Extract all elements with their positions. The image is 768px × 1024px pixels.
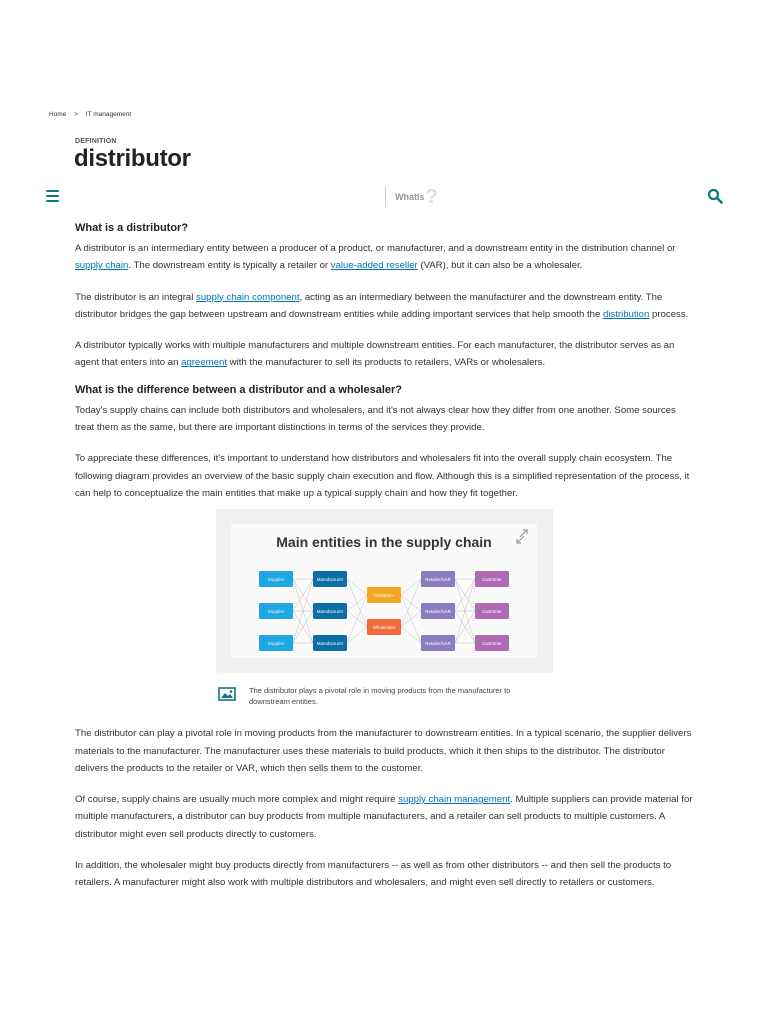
diagram-connector — [347, 627, 367, 643]
breadcrumb-section-link[interactable]: IT management — [85, 111, 132, 118]
link-supply-chain[interactable]: supply chain — [75, 260, 129, 272]
site-logo[interactable] — [385, 187, 438, 207]
link-agreement[interactable]: agreement — [181, 357, 228, 369]
site-logo-text: WhatIs — [395, 192, 425, 202]
diagram-node-label: Supplier — [267, 577, 285, 583]
section-heading: What is a distributor? — [75, 222, 189, 234]
search-icon[interactable] — [707, 188, 723, 204]
breadcrumb — [49, 111, 137, 118]
diagram-connector — [401, 611, 421, 627]
diagram-node-label: Retailer/VAR — [425, 577, 451, 583]
link-supply-chain-component[interactable]: supply chain component — [196, 291, 300, 303]
supply-chain-diagram — [231, 524, 537, 658]
article-body — [75, 220, 695, 906]
diagram-title: Main entities in the supply chain — [276, 534, 492, 551]
menu-bar — [46, 190, 59, 192]
section-heading: What is the difference between a distributor and a wholesaler? — [75, 383, 403, 396]
site-logo-question-mark: ? — [425, 186, 438, 208]
diagram-node-label: Customer — [482, 609, 502, 615]
diagram-node-label: Customer — [482, 641, 502, 647]
link-value-added-reseller[interactable]: value-added reseller — [330, 260, 418, 272]
paragraph: A distributor is an intermediary entity between a producer of a product, or manufacturer, and a downstream entity in the distribution channel or supply chain. The downstream entity is typically a retailer or value-added reseller (VAR), but it can also be a wholesaler. — [75, 243, 676, 272]
page-title: distributor — [74, 145, 191, 172]
menu-icon[interactable] — [46, 190, 59, 202]
menu-bar — [46, 200, 59, 202]
paragraph: The distributor is an integral supply chain component, acting as an intermediary between the manufacturer and the downstream entity. The distributor bridges the gap between upstream and downstream entities while adding important services that help smooth the distribution process. — [75, 291, 689, 320]
diagram-node-label: Wholesaler — [372, 625, 396, 631]
diagram-connector — [401, 627, 421, 643]
diagram-node-label: Retailer/VAR — [425, 609, 451, 615]
supply-chain-figure[interactable] — [216, 509, 553, 673]
paragraph: A distributor typically works with multiple manufacturers and multiple downstream entities. For each manufacturer, the distributor serves as an agent that enters into an agreement with the manufacturer to sell its products to retailers, VARs or wholesalers. — [75, 340, 675, 369]
diagram-node-label: Supplier — [267, 641, 285, 647]
breadcrumb-home-link[interactable]: Home — [49, 111, 67, 118]
diagram-node-label: Manufacturer — [316, 609, 344, 615]
link-distribution[interactable]: distribution — [602, 308, 650, 320]
link-supply-chain-management[interactable]: supply chain management — [398, 794, 511, 806]
paragraph: In addition, the wholesaler might buy products directly from manufacturers -- as well as from other distributors -- and then sell the products to retailers. A manufacturer might also work with multiple distributors and wholesalers, and might even sell directly to retailers or customers. — [75, 860, 672, 889]
breadcrumb-separator: > — [74, 111, 78, 118]
paragraph: The distributor can play a pivotal role in moving products from the manufacturer to downstream entities. In a typical scenario, the supplier delivers materials to the manufacturer. The manufacturer uses these materials to build products, which it then ships to the distributor. The distributor delivers the products to the retailer or VAR, which then sells them to the customer. — [75, 728, 692, 774]
caption-text: The distributor plays a pivotal role in moving products from the manufacturer to downstream entities. — [249, 686, 511, 707]
diagram-connector — [401, 579, 421, 595]
diagram-node-label: Supplier — [267, 609, 285, 615]
diagram-node-label: Manufacturer — [316, 577, 344, 583]
paragraph: Today's supply chains can include both distributors and wholesalers, and it's not always clear how they differ from one another. Some sources treat them as the same, but there are important distinctions in terms of the services they provide. — [75, 404, 676, 434]
figure-caption — [218, 685, 548, 707]
paragraph: To appreciate these differences, it's important to understand how distributors and wholesalers fit into the overall supply chain ecosystem. The following diagram provides an overview of the basic supply chain execution and flow. Although this is a simplified representation of the process, it can help to conceptualize the main entities that make up a typical supply chain and how they fit together. — [75, 453, 690, 499]
diagram-node-label: Retailer/VAR — [425, 641, 451, 647]
expand-icon[interactable] — [517, 530, 527, 543]
diagram-connector — [347, 595, 367, 643]
diagram-node-label: Manufacturer — [316, 641, 344, 647]
diagram-connector — [401, 579, 421, 627]
diagram-node-label: Customer — [482, 577, 502, 583]
diagram-node-label: Distributor — [373, 593, 395, 599]
diagram-connector — [347, 595, 367, 611]
diagram-connector — [347, 579, 367, 595]
definition-label: DEFINITION — [75, 138, 117, 145]
image-icon — [218, 687, 236, 701]
menu-bar — [46, 195, 59, 197]
paragraph: Of course, supply chains are usually much more complex and might require supply chain management. Multiple suppliers can provide material for multiple manufacturers, a distributor can buy products from multiple manufacturers, and a retailer can sell products to multiple customers. A distributor might even sell products directly to customers. — [75, 794, 693, 840]
